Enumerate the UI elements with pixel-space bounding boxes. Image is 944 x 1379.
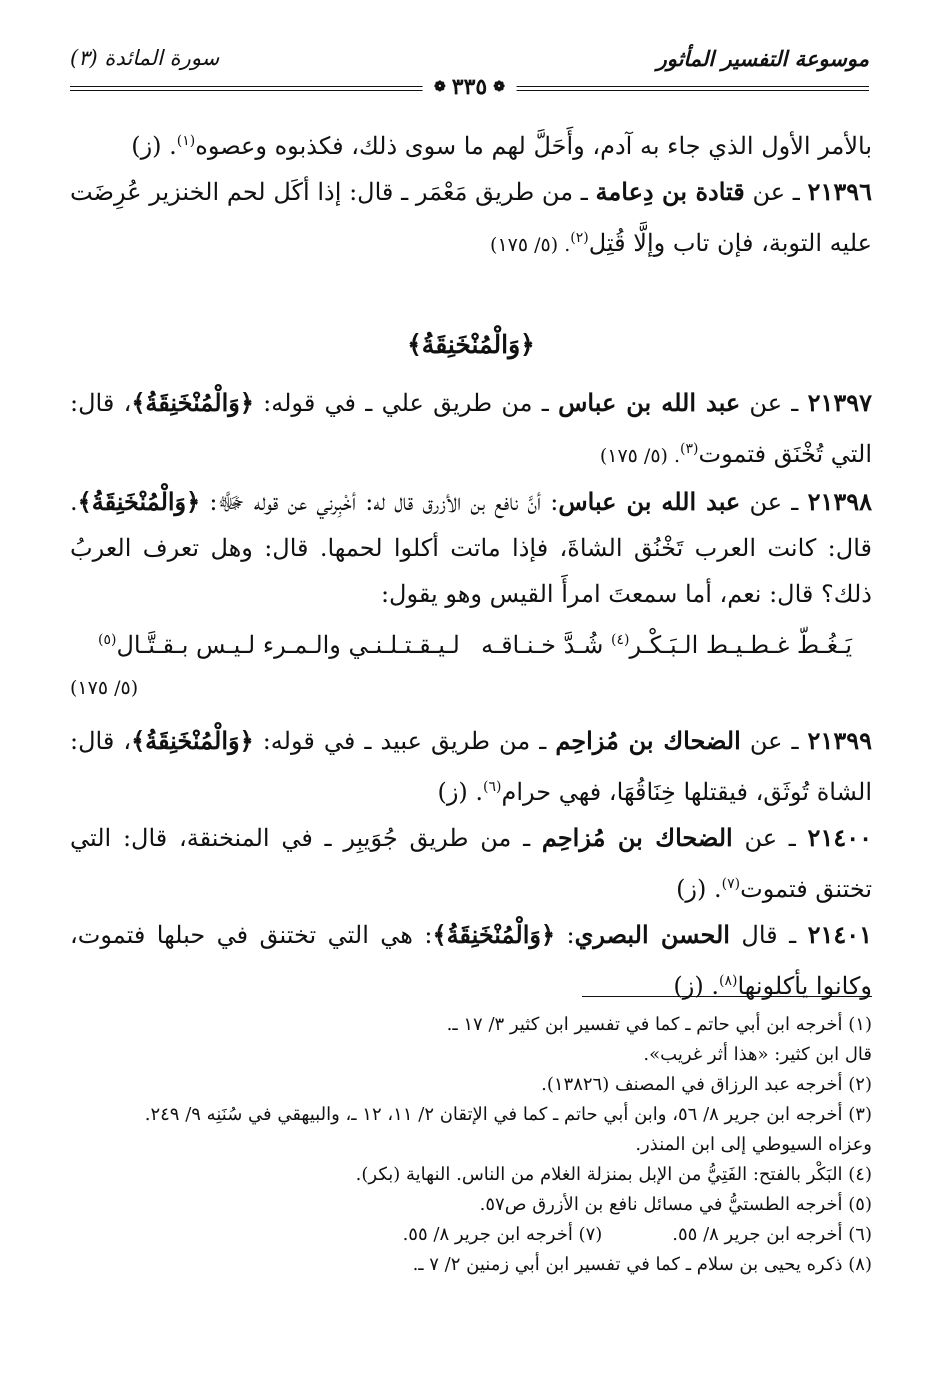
footnote-4: (٤) البَكْر بالفتح: الفَتِيُّ من الإبل بمنزلة الغلام من الناس. النهاية (بكر).: [355, 1164, 872, 1185]
paragraph-continuation: [70, 118, 872, 169]
hemistich-text: شُـدَّ خـنـاقـه: [481, 631, 611, 659]
verse-hemistich-1: [481, 617, 852, 668]
poetry-verse: [70, 617, 872, 668]
source-reference: . (٥/ ١٧٥): [599, 445, 681, 467]
hemistich-text: يَـغُـطّ غـطـيـط الـبَـكْـر: [629, 631, 852, 659]
footnote-marker: (٦): [483, 779, 502, 795]
athar-connector: ـ عن: [740, 727, 808, 755]
narrator-name: الحسن البصري: [574, 920, 730, 949]
athar-connector: ـ عن: [740, 488, 808, 516]
athar-number: ٢١٣٩٧: [807, 388, 873, 417]
footnote-marker: (٧): [721, 876, 741, 892]
footnote-2: (٢) أخرجه عبد الرزاق في المصنف (١٣٨٢٦).: [541, 1074, 872, 1095]
footnote-5: (٥) أخرجه الطستيُّ في مسائل نافع بن الأزرق ص٥٧.: [479, 1194, 872, 1215]
athar-21397: [70, 380, 872, 479]
athar-text: : هي التي تختنق في حبلها فتموت، وكانوا يأكلونها: [70, 921, 872, 1000]
hemistich-text: لـيـقـتـلـنـي والـمـرء لـيـس بـقـتَّـال: [116, 631, 460, 659]
footnote-3: (٣) أخرجه ابن جرير ٨/ ٥٦، وابن أبي حاتم ـ كما في الإتقان ٢/ ١١، ١٢ ـ، والبيهقي في سُنَنِه ٩/ ٢٤٩.: [144, 1104, 872, 1125]
athar-number: ٢١٣٩٨: [807, 487, 873, 516]
footnotes: [70, 1010, 872, 1280]
ornament-right-icon: ❁: [493, 79, 505, 95]
verse-hemistich-2: [98, 617, 460, 668]
athar-21399: [70, 718, 872, 815]
page-number-box: [422, 74, 517, 100]
athar-text: ، قال: التي تُخْنَق فتموت: [70, 389, 872, 468]
page-header: [70, 46, 869, 100]
footnote-separator: [582, 996, 872, 997]
athar-text: :: [555, 921, 575, 949]
athar-text: ـ من طريق مَعْمَر ـ قال: إذا أكَل لحم الخنزير عُرِضَت عليه التوبة، فإن تاب وإلَّا قُتِل: [70, 178, 872, 257]
athar-text: ـ من طريق جُوَيبِر ـ في المنخنقة، قال: التي تختنق فتموت: [70, 824, 872, 903]
footnote-3-note: وعزاه السيوطي إلى ابن المنذر.: [635, 1134, 872, 1155]
athar-21398: [70, 479, 872, 617]
paragraph-tail: . (ز): [437, 778, 484, 806]
footnote-marker: (٢): [570, 230, 589, 246]
main-text: [70, 118, 872, 1009]
footnote-8: (٨) ذكره يحيى بن سلام ـ كما في تفسير ابن أبي زمنين ٢/ ٧ ـ.: [412, 1254, 872, 1275]
paragraph-tail: . (ز): [131, 132, 177, 160]
narrator-name: قتادة بن دِعامة: [595, 177, 745, 206]
footnote-7: (٧) أخرجه ابن جرير ٨/ ٥٥.: [402, 1224, 603, 1245]
narrator-name: الضحاك بن مُزاحِم: [555, 726, 741, 755]
athar-21400: [70, 815, 872, 912]
narrator-name: الضحاك بن مُزاحِم: [541, 823, 733, 852]
athar-connector: ـ عن: [740, 389, 808, 417]
footnote-marker: (٤): [611, 632, 630, 648]
footnote-6: (٦) أخرجه ابن جرير ٨/ ٥٥.: [672, 1224, 872, 1245]
footnote-1: (١) أخرجه ابن أبي حاتم ـ كما في تفسير ابن كثير ٣/ ١٧ ـ.: [446, 1014, 872, 1035]
narrator-name: عبد الله بن عباس: [558, 487, 741, 516]
surah-label: سورة المائدة (٣): [70, 46, 220, 70]
athar-text: ـ من طريق عبيد ـ في قوله:: [253, 727, 556, 755]
quran-quote: ﴿وَالْمُنْخَنِقَةُ﴾: [77, 487, 201, 516]
footnote-marker: (٣): [680, 441, 699, 457]
paragraph-text: بالأمر الأول الذي جاء به آدم، وأَحَلَّ لهم ما سوى ذلك، فكذبوه وعصوه: [195, 132, 872, 160]
athar-text: ـ من طريق علي ـ في قوله:: [253, 389, 559, 417]
footnote-marker: (٥): [98, 632, 117, 648]
footnote-marker: (١): [176, 133, 196, 149]
quran-quote: ﴿وَالْمُنْخَنِقَةُ﴾: [131, 726, 254, 755]
athar-text: . قال: كانت العرب تَخْنُق الشاةَ، فإذا ماتت أكلوا لحمها. قال: وهل تعرف العربُ ذلك؟ قال: نعم، أما سمعتَ امرأَ القيس وهو يقول:: [70, 488, 872, 608]
quran-quote: ﴿وَالْمُنْخَنِقَةُ﴾: [432, 920, 556, 949]
quran-quote: ﴿وَالْمُنْخَنِقَةُ﴾: [131, 388, 254, 417]
athar-number: ٢١٣٩٩: [807, 726, 872, 755]
athar-connector: ـ عن: [744, 178, 808, 206]
athar-number: ٢١٤٠٠: [807, 823, 872, 852]
section-heading: ﴿وَالْمُنْخَنِقَةُ﴾: [407, 330, 535, 359]
athar-text: : أنَّ نافع بن الأزرق قال له: أخْبِرني عن قوله ﷻ:: [200, 488, 559, 516]
narrator-name: عبد الله بن عباس: [558, 388, 741, 417]
footnote-1-note: قال ابن كثير: «هذا أثر غريب».: [643, 1044, 872, 1065]
footnote-row-6-7: [70, 1220, 872, 1250]
athar-connector: ـ قال: [729, 921, 808, 949]
paragraph-tail: . (ز): [673, 972, 719, 1000]
athar-number: ٢١٣٩٦: [807, 177, 872, 206]
athar-number: ٢١٤٠١: [807, 920, 873, 949]
athar-connector: ـ عن: [732, 824, 808, 852]
footnote-marker: (٨): [719, 973, 738, 989]
source-reference: . (٥/ ١٧٥): [490, 234, 571, 256]
paragraph-tail: . (ز): [676, 875, 722, 903]
ornament-left-icon: ❁: [434, 79, 446, 95]
source-reference: (٥/ ١٧٥): [70, 677, 139, 699]
athar-21401: [70, 912, 872, 1009]
athar-21396: [70, 169, 872, 268]
athar-text: ، قال: الشاة تُوثَق، فيقتلها خِنَاقُهَا، فهي حرام: [70, 727, 872, 806]
book-title: موسوعة التفسير المأثور: [656, 46, 869, 71]
page-number: ٣٣٥: [451, 74, 488, 100]
